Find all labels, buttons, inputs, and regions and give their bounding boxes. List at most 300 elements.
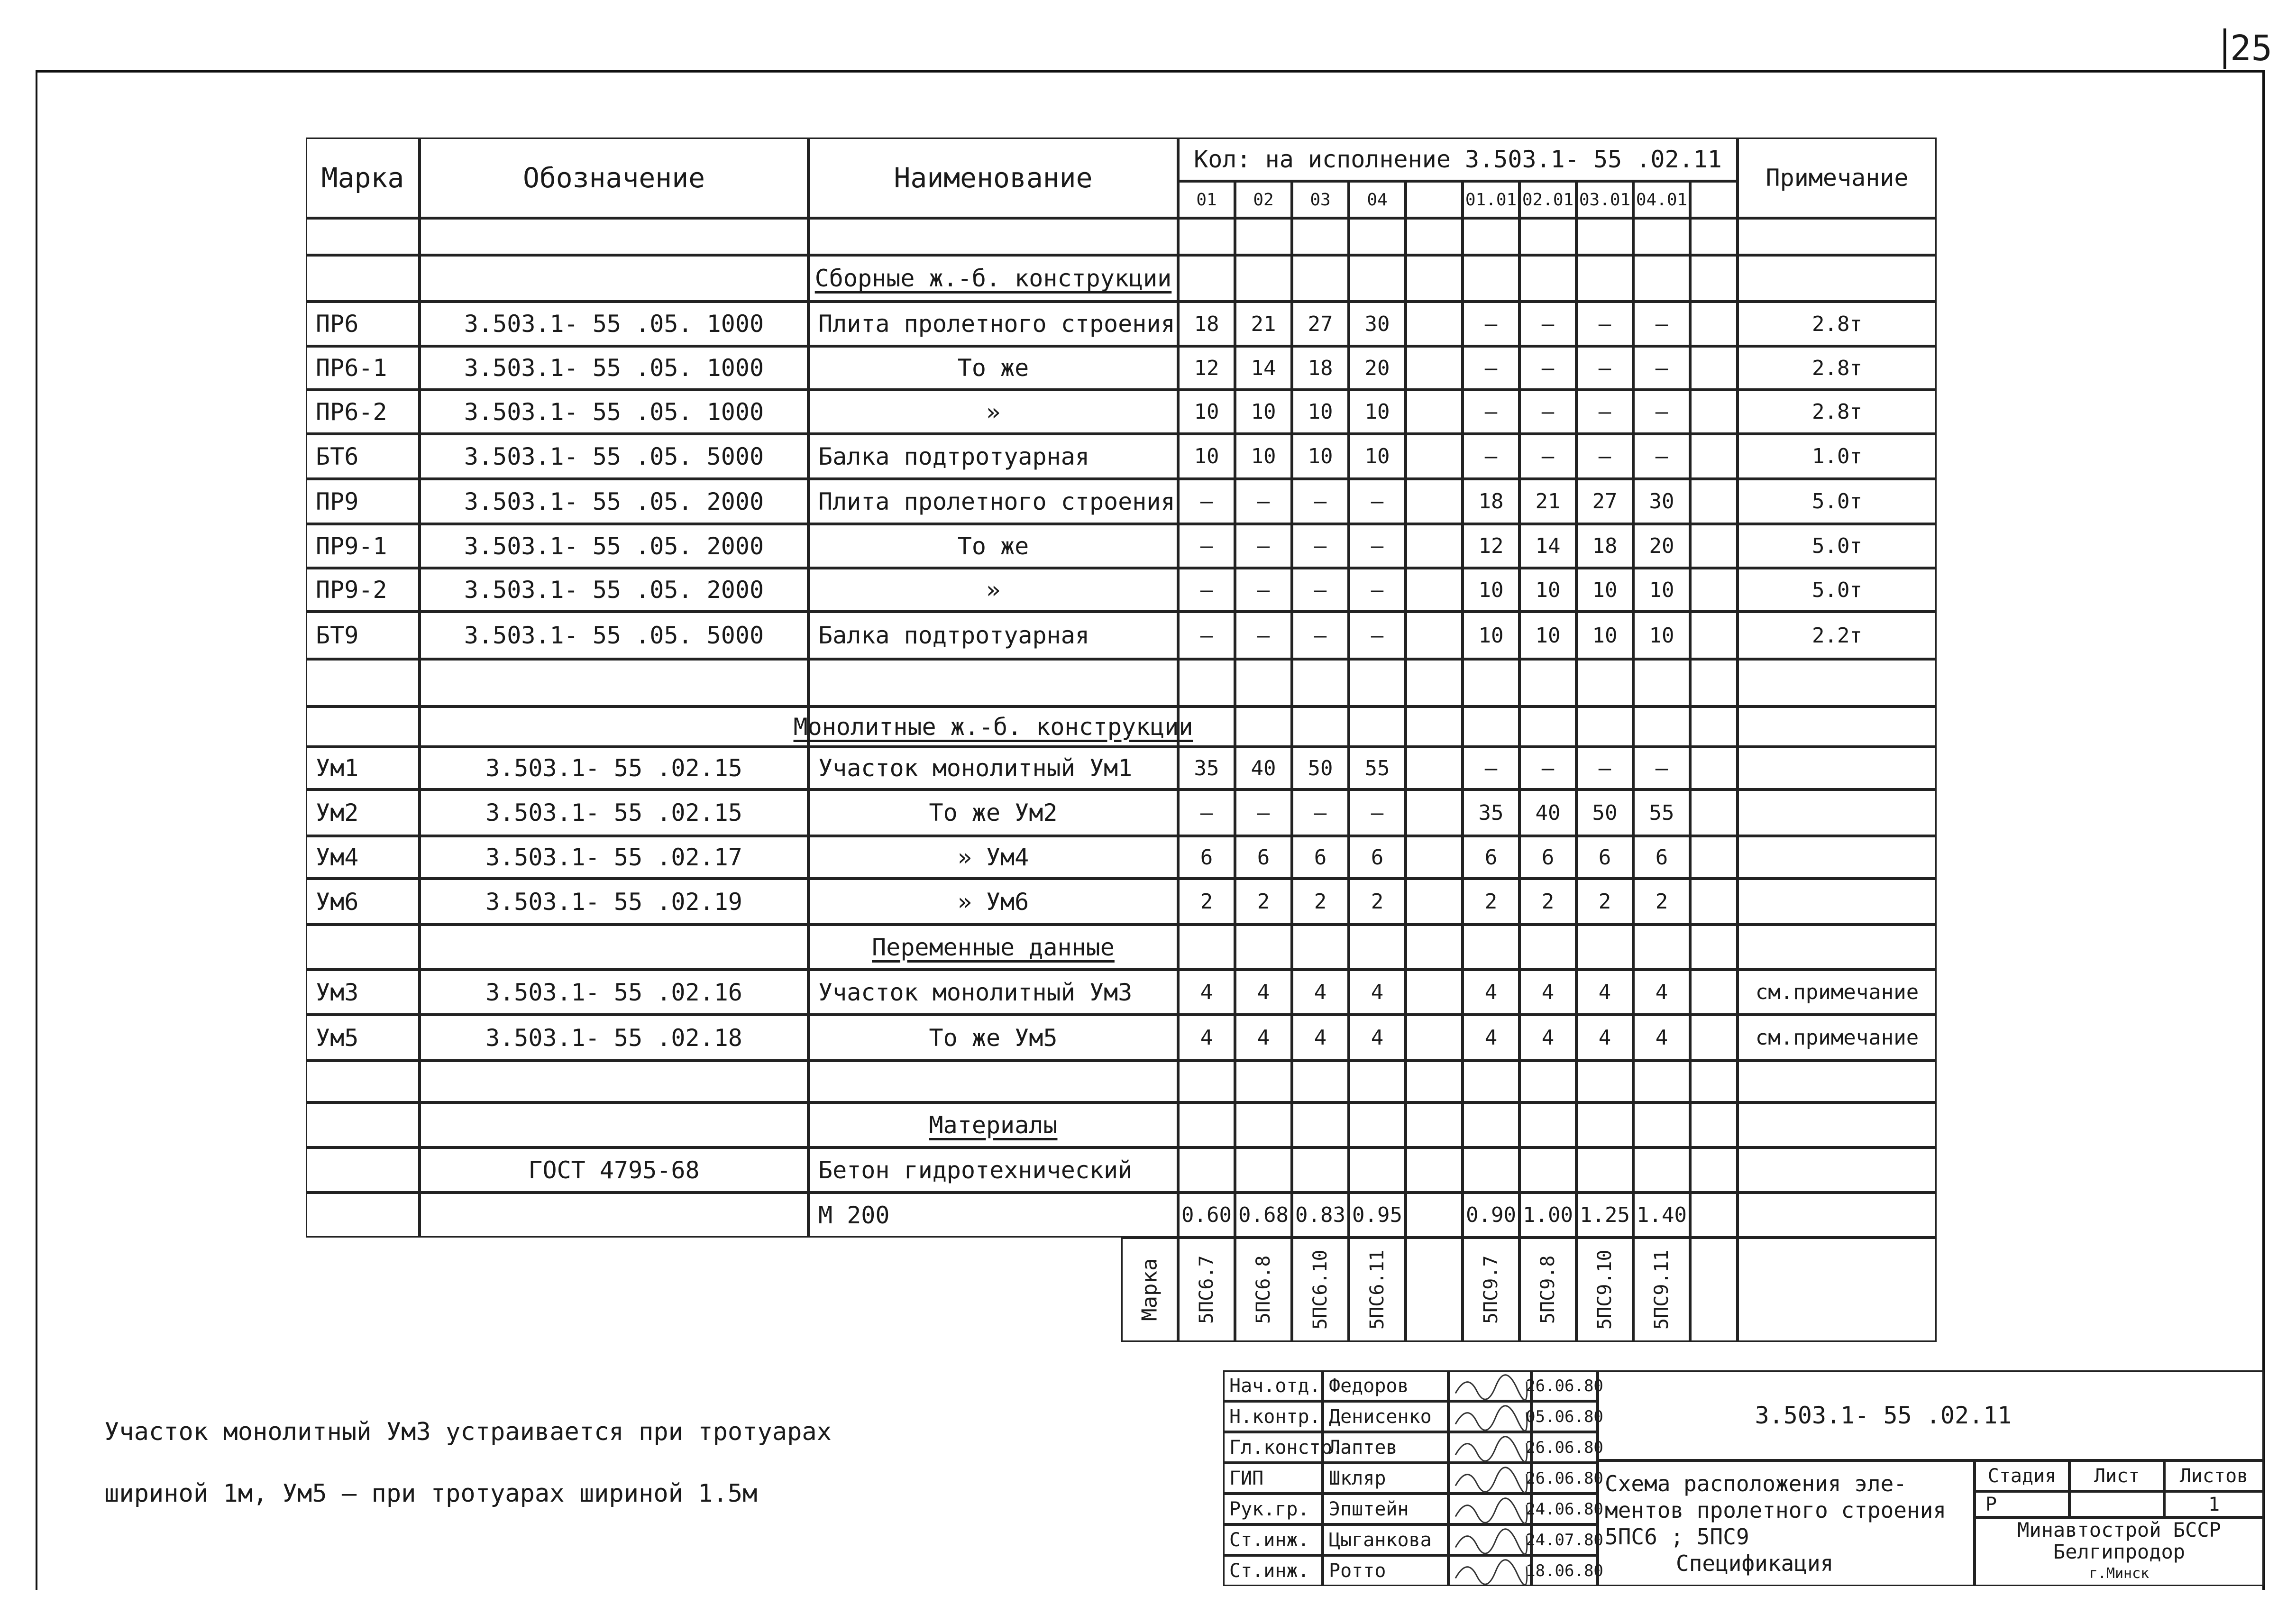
row-21-marka xyxy=(306,1147,420,1193)
row-6-qty-0: — xyxy=(1178,479,1235,524)
signer-5-name: Цыганкова xyxy=(1323,1524,1448,1555)
row-8-qty-2: — xyxy=(1292,568,1349,612)
row-1-qty-5 xyxy=(1463,255,1519,302)
row-12-qty-4 xyxy=(1406,747,1463,789)
row-2-qty-1: 21 xyxy=(1235,302,1292,346)
marka-row-value-4 xyxy=(1406,1238,1463,1342)
row-2-naimenovanie: Плита пролетного строения xyxy=(808,302,1178,346)
row-5-qty-5: — xyxy=(1463,434,1519,479)
row-10-qty-4 xyxy=(1406,659,1463,706)
signer-3-date: 26.06.80 xyxy=(1531,1463,1598,1494)
row-20-qty-7 xyxy=(1576,1102,1633,1147)
row-4-qty-9 xyxy=(1690,390,1738,434)
row-12-qty-1: 40 xyxy=(1235,747,1292,789)
row-21-qty-6 xyxy=(1519,1147,1576,1193)
signer-6-role: Ст.инж. xyxy=(1223,1555,1323,1586)
row-11-naimenovanie: Монолитные ж.-б. конструкции xyxy=(808,706,1178,747)
row-17-marka: Ум3 xyxy=(306,970,420,1015)
row-0-qty-2 xyxy=(1292,218,1349,255)
drawing-title-line-0: Схема расположения эле- xyxy=(1605,1470,1907,1496)
row-5-qty-7: — xyxy=(1576,434,1633,479)
row-14-oboznachenie: 3.503.1- 55 .02.17 xyxy=(420,836,808,879)
header-col-8: 04.01 xyxy=(1633,181,1690,218)
row-15-marka: Ум6 xyxy=(306,879,420,925)
row-22-qty-0: 0.60 xyxy=(1178,1193,1235,1238)
signer-5-signature xyxy=(1448,1524,1531,1555)
header-col-1: 02 xyxy=(1235,181,1292,218)
row-20-qty-1 xyxy=(1235,1102,1292,1147)
row-1-qty-7 xyxy=(1576,255,1633,302)
organization xyxy=(1975,1517,2264,1586)
row-13-qty-5: 35 xyxy=(1463,789,1519,836)
row-18-qty-6: 4 xyxy=(1519,1015,1576,1061)
header-primechanie: Примечание xyxy=(1738,138,1937,218)
header-col-2: 03 xyxy=(1292,181,1349,218)
row-8-qty-5: 10 xyxy=(1463,568,1519,612)
signer-2-name: Лаптев xyxy=(1323,1432,1448,1463)
marka-row-value-8: 5ПС9.11 xyxy=(1633,1238,1690,1342)
row-21-qty-3 xyxy=(1349,1147,1406,1193)
signer-6-signature xyxy=(1448,1555,1531,1586)
organization-line-1: Белгипродор xyxy=(2053,1540,2186,1563)
row-1-oboznachenie xyxy=(420,255,808,302)
row-7-qty-7: 18 xyxy=(1576,524,1633,568)
row-16-qty-5 xyxy=(1463,925,1519,970)
row-21-qty-8 xyxy=(1633,1147,1690,1193)
row-14-qty-1: 6 xyxy=(1235,836,1292,879)
row-16-qty-3 xyxy=(1349,925,1406,970)
signer-0-date: 26.06.80 xyxy=(1531,1370,1598,1401)
row-13-naimenovanie: То же Ум2 xyxy=(808,789,1178,836)
signer-5-date: 24.07.80 xyxy=(1531,1524,1598,1555)
row-12-qty-7: — xyxy=(1576,747,1633,789)
row-18-qty-9 xyxy=(1690,1015,1738,1061)
row-11-qty-9 xyxy=(1690,706,1738,747)
row-3-qty-1: 14 xyxy=(1235,346,1292,390)
drawing-title-line-3: Спецификация xyxy=(1676,1550,1834,1576)
row-5-qty-4 xyxy=(1406,434,1463,479)
row-9-qty-7: 10 xyxy=(1576,612,1633,659)
signer-4-signature xyxy=(1448,1494,1531,1524)
row-15-qty-0: 2 xyxy=(1178,879,1235,925)
row-11-qty-7 xyxy=(1576,706,1633,747)
row-8-primechanie: 5.0т xyxy=(1738,568,1937,612)
row-17-qty-2: 4 xyxy=(1292,970,1349,1015)
signer-2-signature xyxy=(1448,1432,1531,1463)
row-7-qty-0: — xyxy=(1178,524,1235,568)
row-9-qty-2: — xyxy=(1292,612,1349,659)
row-0-oboznachenie xyxy=(420,218,808,255)
row-19-qty-5 xyxy=(1463,1061,1519,1102)
row-6-qty-2: — xyxy=(1292,479,1349,524)
row-6-qty-7: 27 xyxy=(1576,479,1633,524)
row-17-qty-5: 4 xyxy=(1463,970,1519,1015)
row-0-qty-4 xyxy=(1406,218,1463,255)
row-5-marka: БТ6 xyxy=(306,434,420,479)
row-7-qty-3: — xyxy=(1349,524,1406,568)
row-22-qty-2: 0.83 xyxy=(1292,1193,1349,1238)
row-9-qty-8: 10 xyxy=(1633,612,1690,659)
signer-1-date: 05.06.80 xyxy=(1531,1401,1598,1432)
row-13-primechanie xyxy=(1738,789,1937,836)
row-5-oboznachenie: 3.503.1- 55 .05. 5000 xyxy=(420,434,808,479)
row-14-primechanie xyxy=(1738,836,1937,879)
row-22-primechanie xyxy=(1738,1193,1937,1238)
title-sheet-label: Лист xyxy=(2069,1460,2164,1491)
row-4-qty-7: — xyxy=(1576,390,1633,434)
header-col-6: 02.01 xyxy=(1519,181,1576,218)
row-0-qty-3 xyxy=(1349,218,1406,255)
header-kol-ispolnenie: Кол: на исполнение 3.503.1- 55 .02.11 xyxy=(1178,138,1738,181)
title-sheet-value xyxy=(2069,1491,2164,1517)
signer-1-role: Н.контр. xyxy=(1223,1401,1323,1432)
row-10-qty-9 xyxy=(1690,659,1738,706)
row-17-qty-3: 4 xyxy=(1349,970,1406,1015)
row-5-qty-0: 10 xyxy=(1178,434,1235,479)
signer-4-role: Рук.гр. xyxy=(1223,1494,1323,1524)
row-19-naimenovanie xyxy=(808,1061,1178,1102)
row-3-primechanie: 2.8т xyxy=(1738,346,1937,390)
row-9-oboznachenie: 3.503.1- 55 .05. 5000 xyxy=(420,612,808,659)
note-line-1: Участок монолитный Ум3 устраивается при тротуарах xyxy=(104,1418,832,1446)
row-18-oboznachenie: 3.503.1- 55 .02.18 xyxy=(420,1015,808,1061)
row-1-qty-8 xyxy=(1633,255,1690,302)
row-1-qty-2 xyxy=(1292,255,1349,302)
row-15-qty-5: 2 xyxy=(1463,879,1519,925)
row-0-qty-8 xyxy=(1633,218,1690,255)
row-14-qty-7: 6 xyxy=(1576,836,1633,879)
row-7-qty-5: 12 xyxy=(1463,524,1519,568)
row-6-qty-5: 18 xyxy=(1463,479,1519,524)
row-9-qty-9 xyxy=(1690,612,1738,659)
row-8-qty-4 xyxy=(1406,568,1463,612)
row-6-naimenovanie: Плита пролетного строения xyxy=(808,479,1178,524)
row-18-naimenovanie: То же Ум5 xyxy=(808,1015,1178,1061)
row-16-primechanie xyxy=(1738,925,1937,970)
row-20-qty-3 xyxy=(1349,1102,1406,1147)
row-20-qty-9 xyxy=(1690,1102,1738,1147)
row-19-marka xyxy=(306,1061,420,1102)
signer-3-role: ГИП xyxy=(1223,1463,1323,1494)
row-16-qty-4 xyxy=(1406,925,1463,970)
page-number: 25 xyxy=(2223,28,2287,69)
row-15-qty-6: 2 xyxy=(1519,879,1576,925)
row-16-qty-0 xyxy=(1178,925,1235,970)
row-13-qty-2: — xyxy=(1292,789,1349,836)
row-1-naimenovanie: Сборные ж.-б. конструкции xyxy=(808,255,1178,302)
row-10-qty-7 xyxy=(1576,659,1633,706)
row-12-qty-3: 55 xyxy=(1349,747,1406,789)
row-14-qty-8: 6 xyxy=(1633,836,1690,879)
row-20-primechanie xyxy=(1738,1102,1937,1147)
row-16-oboznachenie xyxy=(420,925,808,970)
row-20-qty-4 xyxy=(1406,1102,1463,1147)
row-13-qty-1: — xyxy=(1235,789,1292,836)
header-col-5: 01.01 xyxy=(1463,181,1519,218)
row-3-qty-4 xyxy=(1406,346,1463,390)
row-2-qty-4 xyxy=(1406,302,1463,346)
row-10-qty-8 xyxy=(1633,659,1690,706)
row-20-oboznachenie xyxy=(420,1102,808,1147)
row-2-qty-6: — xyxy=(1519,302,1576,346)
row-8-qty-7: 10 xyxy=(1576,568,1633,612)
row-21-qty-0 xyxy=(1178,1147,1235,1193)
row-15-oboznachenie: 3.503.1- 55 .02.19 xyxy=(420,879,808,925)
row-18-qty-5: 4 xyxy=(1463,1015,1519,1061)
row-13-marka: Ум2 xyxy=(306,789,420,836)
row-15-naimenovanie: » Ум6 xyxy=(808,879,1178,925)
row-7-qty-1: — xyxy=(1235,524,1292,568)
row-19-qty-3 xyxy=(1349,1061,1406,1102)
row-4-oboznachenie: 3.503.1- 55 .05. 1000 xyxy=(420,390,808,434)
row-0-qty-5 xyxy=(1463,218,1519,255)
row-21-qty-5 xyxy=(1463,1147,1519,1193)
row-8-qty-3: — xyxy=(1349,568,1406,612)
row-11-qty-5 xyxy=(1463,706,1519,747)
row-9-marka: БТ9 xyxy=(306,612,420,659)
row-22-qty-1: 0.68 xyxy=(1235,1193,1292,1238)
row-21-qty-7 xyxy=(1576,1147,1633,1193)
row-20-marka xyxy=(306,1102,420,1147)
row-18-qty-4 xyxy=(1406,1015,1463,1061)
marka-row-value-2: 5ПС6.10 xyxy=(1292,1238,1349,1342)
row-5-qty-3: 10 xyxy=(1349,434,1406,479)
row-6-qty-4 xyxy=(1406,479,1463,524)
signer-0-role: Нач.отд. xyxy=(1223,1370,1323,1401)
row-6-marka: ПР9 xyxy=(306,479,420,524)
title-sheets-value: 1 xyxy=(2164,1491,2264,1517)
row-4-qty-3: 10 xyxy=(1349,390,1406,434)
signer-0-name: Федоров xyxy=(1323,1370,1448,1401)
row-0-naimenovanie xyxy=(808,218,1178,255)
row-15-primechanie xyxy=(1738,879,1937,925)
row-15-qty-3: 2 xyxy=(1349,879,1406,925)
row-0-qty-1 xyxy=(1235,218,1292,255)
row-16-naimenovanie: Переменные данные xyxy=(808,925,1178,970)
row-11-oboznachenie xyxy=(420,706,808,747)
header-col-9 xyxy=(1690,181,1738,218)
row-3-marka: ПР6-1 xyxy=(306,346,420,390)
row-0-primechanie xyxy=(1738,218,1937,255)
row-7-marka: ПР9-1 xyxy=(306,524,420,568)
signer-3-signature xyxy=(1448,1463,1531,1494)
row-11-qty-8 xyxy=(1633,706,1690,747)
row-12-marka: Ум1 xyxy=(306,747,420,789)
row-2-qty-3: 30 xyxy=(1349,302,1406,346)
signer-4-name: Эпштейн xyxy=(1323,1494,1448,1524)
row-2-qty-2: 27 xyxy=(1292,302,1349,346)
row-7-naimenovanie: То же xyxy=(808,524,1178,568)
row-3-qty-5: — xyxy=(1463,346,1519,390)
row-21-naimenovanie: Бетон гидротехнический xyxy=(808,1147,1178,1193)
row-11-qty-1 xyxy=(1235,706,1292,747)
row-0-qty-6 xyxy=(1519,218,1576,255)
row-14-qty-4 xyxy=(1406,836,1463,879)
row-3-naimenovanie: То же xyxy=(808,346,1178,390)
signer-1-name: Денисенко xyxy=(1323,1401,1448,1432)
signer-6-name: Ротто xyxy=(1323,1555,1448,1586)
row-6-qty-8: 30 xyxy=(1633,479,1690,524)
row-2-qty-9 xyxy=(1690,302,1738,346)
row-6-qty-1: — xyxy=(1235,479,1292,524)
row-19-qty-6 xyxy=(1519,1061,1576,1102)
marka-row-value-6: 5ПС9.8 xyxy=(1519,1238,1576,1342)
row-19-qty-7 xyxy=(1576,1061,1633,1102)
row-22-qty-5: 0.90 xyxy=(1463,1193,1519,1238)
row-3-qty-9 xyxy=(1690,346,1738,390)
row-21-qty-9 xyxy=(1690,1147,1738,1193)
row-10-qty-5 xyxy=(1463,659,1519,706)
row-17-naimenovanie: Участок монолитный Ум3 xyxy=(808,970,1178,1015)
row-11-qty-4 xyxy=(1406,706,1463,747)
row-20-qty-0 xyxy=(1178,1102,1235,1147)
row-4-qty-1: 10 xyxy=(1235,390,1292,434)
row-21-qty-4 xyxy=(1406,1147,1463,1193)
row-22-qty-7: 1.25 xyxy=(1576,1193,1633,1238)
row-14-qty-3: 6 xyxy=(1349,836,1406,879)
row-5-qty-8: — xyxy=(1633,434,1690,479)
header-col-0: 01 xyxy=(1178,181,1235,218)
row-3-qty-8: — xyxy=(1633,346,1690,390)
row-3-qty-7: — xyxy=(1576,346,1633,390)
row-1-qty-0 xyxy=(1178,255,1235,302)
row-1-primechanie xyxy=(1738,255,1937,302)
row-18-marka: Ум5 xyxy=(306,1015,420,1061)
row-18-qty-3: 4 xyxy=(1349,1015,1406,1061)
marka-row-value-0: 5ПС6.7 xyxy=(1178,1238,1235,1342)
row-14-naimenovanie: » Ум4 xyxy=(808,836,1178,879)
row-6-oboznachenie: 3.503.1- 55 .05. 2000 xyxy=(420,479,808,524)
organization-line-0: Минавтострой БССР xyxy=(2017,1518,2221,1541)
row-9-qty-1: — xyxy=(1235,612,1292,659)
row-22-qty-6: 1.00 xyxy=(1519,1193,1576,1238)
signer-4-date: 24.06.80 xyxy=(1531,1494,1598,1524)
row-3-qty-3: 20 xyxy=(1349,346,1406,390)
title-stage-label: Стадия xyxy=(1975,1460,2069,1491)
row-2-qty-7: — xyxy=(1576,302,1633,346)
row-15-qty-8: 2 xyxy=(1633,879,1690,925)
row-3-qty-6: — xyxy=(1519,346,1576,390)
row-4-qty-0: 10 xyxy=(1178,390,1235,434)
row-15-qty-2: 2 xyxy=(1292,879,1349,925)
marka-row-value-9 xyxy=(1690,1238,1738,1342)
row-18-qty-0: 4 xyxy=(1178,1015,1235,1061)
row-18-qty-7: 4 xyxy=(1576,1015,1633,1061)
row-9-qty-6: 10 xyxy=(1519,612,1576,659)
row-21-oboznachenie: ГОСТ 4795-68 xyxy=(420,1147,808,1193)
row-9-qty-3: — xyxy=(1349,612,1406,659)
row-17-qty-7: 4 xyxy=(1576,970,1633,1015)
row-12-qty-5: — xyxy=(1463,747,1519,789)
row-12-qty-8: — xyxy=(1633,747,1690,789)
row-1-qty-6 xyxy=(1519,255,1576,302)
row-5-qty-6: — xyxy=(1519,434,1576,479)
row-15-qty-4 xyxy=(1406,879,1463,925)
row-3-qty-2: 18 xyxy=(1292,346,1349,390)
row-9-qty-5: 10 xyxy=(1463,612,1519,659)
row-9-qty-0: — xyxy=(1178,612,1235,659)
drawing-title xyxy=(1598,1460,1975,1586)
row-16-qty-8 xyxy=(1633,925,1690,970)
row-20-qty-8 xyxy=(1633,1102,1690,1147)
marka-row-value-5: 5ПС9.7 xyxy=(1463,1238,1519,1342)
row-10-qty-6 xyxy=(1519,659,1576,706)
header-naimenovanie: Наименование xyxy=(808,138,1178,218)
row-7-qty-8: 20 xyxy=(1633,524,1690,568)
signer-6-date: 18.06.80 xyxy=(1531,1555,1598,1586)
row-2-qty-5: — xyxy=(1463,302,1519,346)
row-11-qty-6 xyxy=(1519,706,1576,747)
row-6-primechanie: 5.0т xyxy=(1738,479,1937,524)
row-7-qty-9 xyxy=(1690,524,1738,568)
row-17-qty-1: 4 xyxy=(1235,970,1292,1015)
signer-2-date: 26.06.80 xyxy=(1531,1432,1598,1463)
row-9-primechanie: 2.2т xyxy=(1738,612,1937,659)
header-col-4 xyxy=(1406,181,1463,218)
signer-0-signature xyxy=(1448,1370,1531,1401)
row-2-oboznachenie: 3.503.1- 55 .05. 1000 xyxy=(420,302,808,346)
row-10-qty-2 xyxy=(1292,659,1349,706)
row-19-qty-9 xyxy=(1690,1061,1738,1102)
row-11-qty-2 xyxy=(1292,706,1349,747)
row-2-marka: ПР6 xyxy=(306,302,420,346)
row-14-qty-0: 6 xyxy=(1178,836,1235,879)
row-19-qty-4 xyxy=(1406,1061,1463,1102)
row-19-primechanie xyxy=(1738,1061,1937,1102)
row-19-qty-2 xyxy=(1292,1061,1349,1102)
row-22-qty-8: 1.40 xyxy=(1633,1193,1690,1238)
row-5-qty-2: 10 xyxy=(1292,434,1349,479)
row-22-qty-9 xyxy=(1690,1193,1738,1238)
row-7-primechanie: 5.0т xyxy=(1738,524,1937,568)
row-19-qty-1 xyxy=(1235,1061,1292,1102)
row-8-oboznachenie: 3.503.1- 55 .05. 2000 xyxy=(420,568,808,612)
row-16-qty-1 xyxy=(1235,925,1292,970)
row-17-qty-9 xyxy=(1690,970,1738,1015)
row-14-marka: Ум4 xyxy=(306,836,420,879)
row-4-qty-5: — xyxy=(1463,390,1519,434)
row-13-qty-3: — xyxy=(1349,789,1406,836)
marka-row-spacer xyxy=(1738,1238,1937,1342)
row-12-qty-0: 35 xyxy=(1178,747,1235,789)
row-11-qty-3 xyxy=(1349,706,1406,747)
row-20-qty-6 xyxy=(1519,1102,1576,1147)
row-22-naimenovanie: М 200 xyxy=(808,1193,1178,1238)
title-sheets-label: Листов xyxy=(2164,1460,2264,1491)
row-20-qty-2 xyxy=(1292,1102,1349,1147)
row-10-qty-1 xyxy=(1235,659,1292,706)
signer-2-role: Гл.констр. xyxy=(1223,1432,1323,1463)
row-14-qty-6: 6 xyxy=(1519,836,1576,879)
row-7-oboznachenie: 3.503.1- 55 .05. 2000 xyxy=(420,524,808,568)
row-22-qty-4 xyxy=(1406,1193,1463,1238)
organization-line-2: г.Минск xyxy=(2089,1565,2150,1582)
row-4-qty-2: 10 xyxy=(1292,390,1349,434)
row-4-primechanie: 2.8т xyxy=(1738,390,1937,434)
row-17-qty-0: 4 xyxy=(1178,970,1235,1015)
row-8-qty-9 xyxy=(1690,568,1738,612)
note-line-2: шириной 1м, Ум5 – при тротуарах шириной 1.5м xyxy=(104,1479,758,1508)
row-11-marka xyxy=(306,706,420,747)
row-13-qty-7: 50 xyxy=(1576,789,1633,836)
header-marka: Марка xyxy=(306,138,420,218)
row-3-oboznachenie: 3.503.1- 55 .05. 1000 xyxy=(420,346,808,390)
row-8-qty-8: 10 xyxy=(1633,568,1690,612)
row-2-qty-0: 18 xyxy=(1178,302,1235,346)
row-4-qty-6: — xyxy=(1519,390,1576,434)
row-11-qty-0 xyxy=(1178,706,1235,747)
row-8-qty-0: — xyxy=(1178,568,1235,612)
